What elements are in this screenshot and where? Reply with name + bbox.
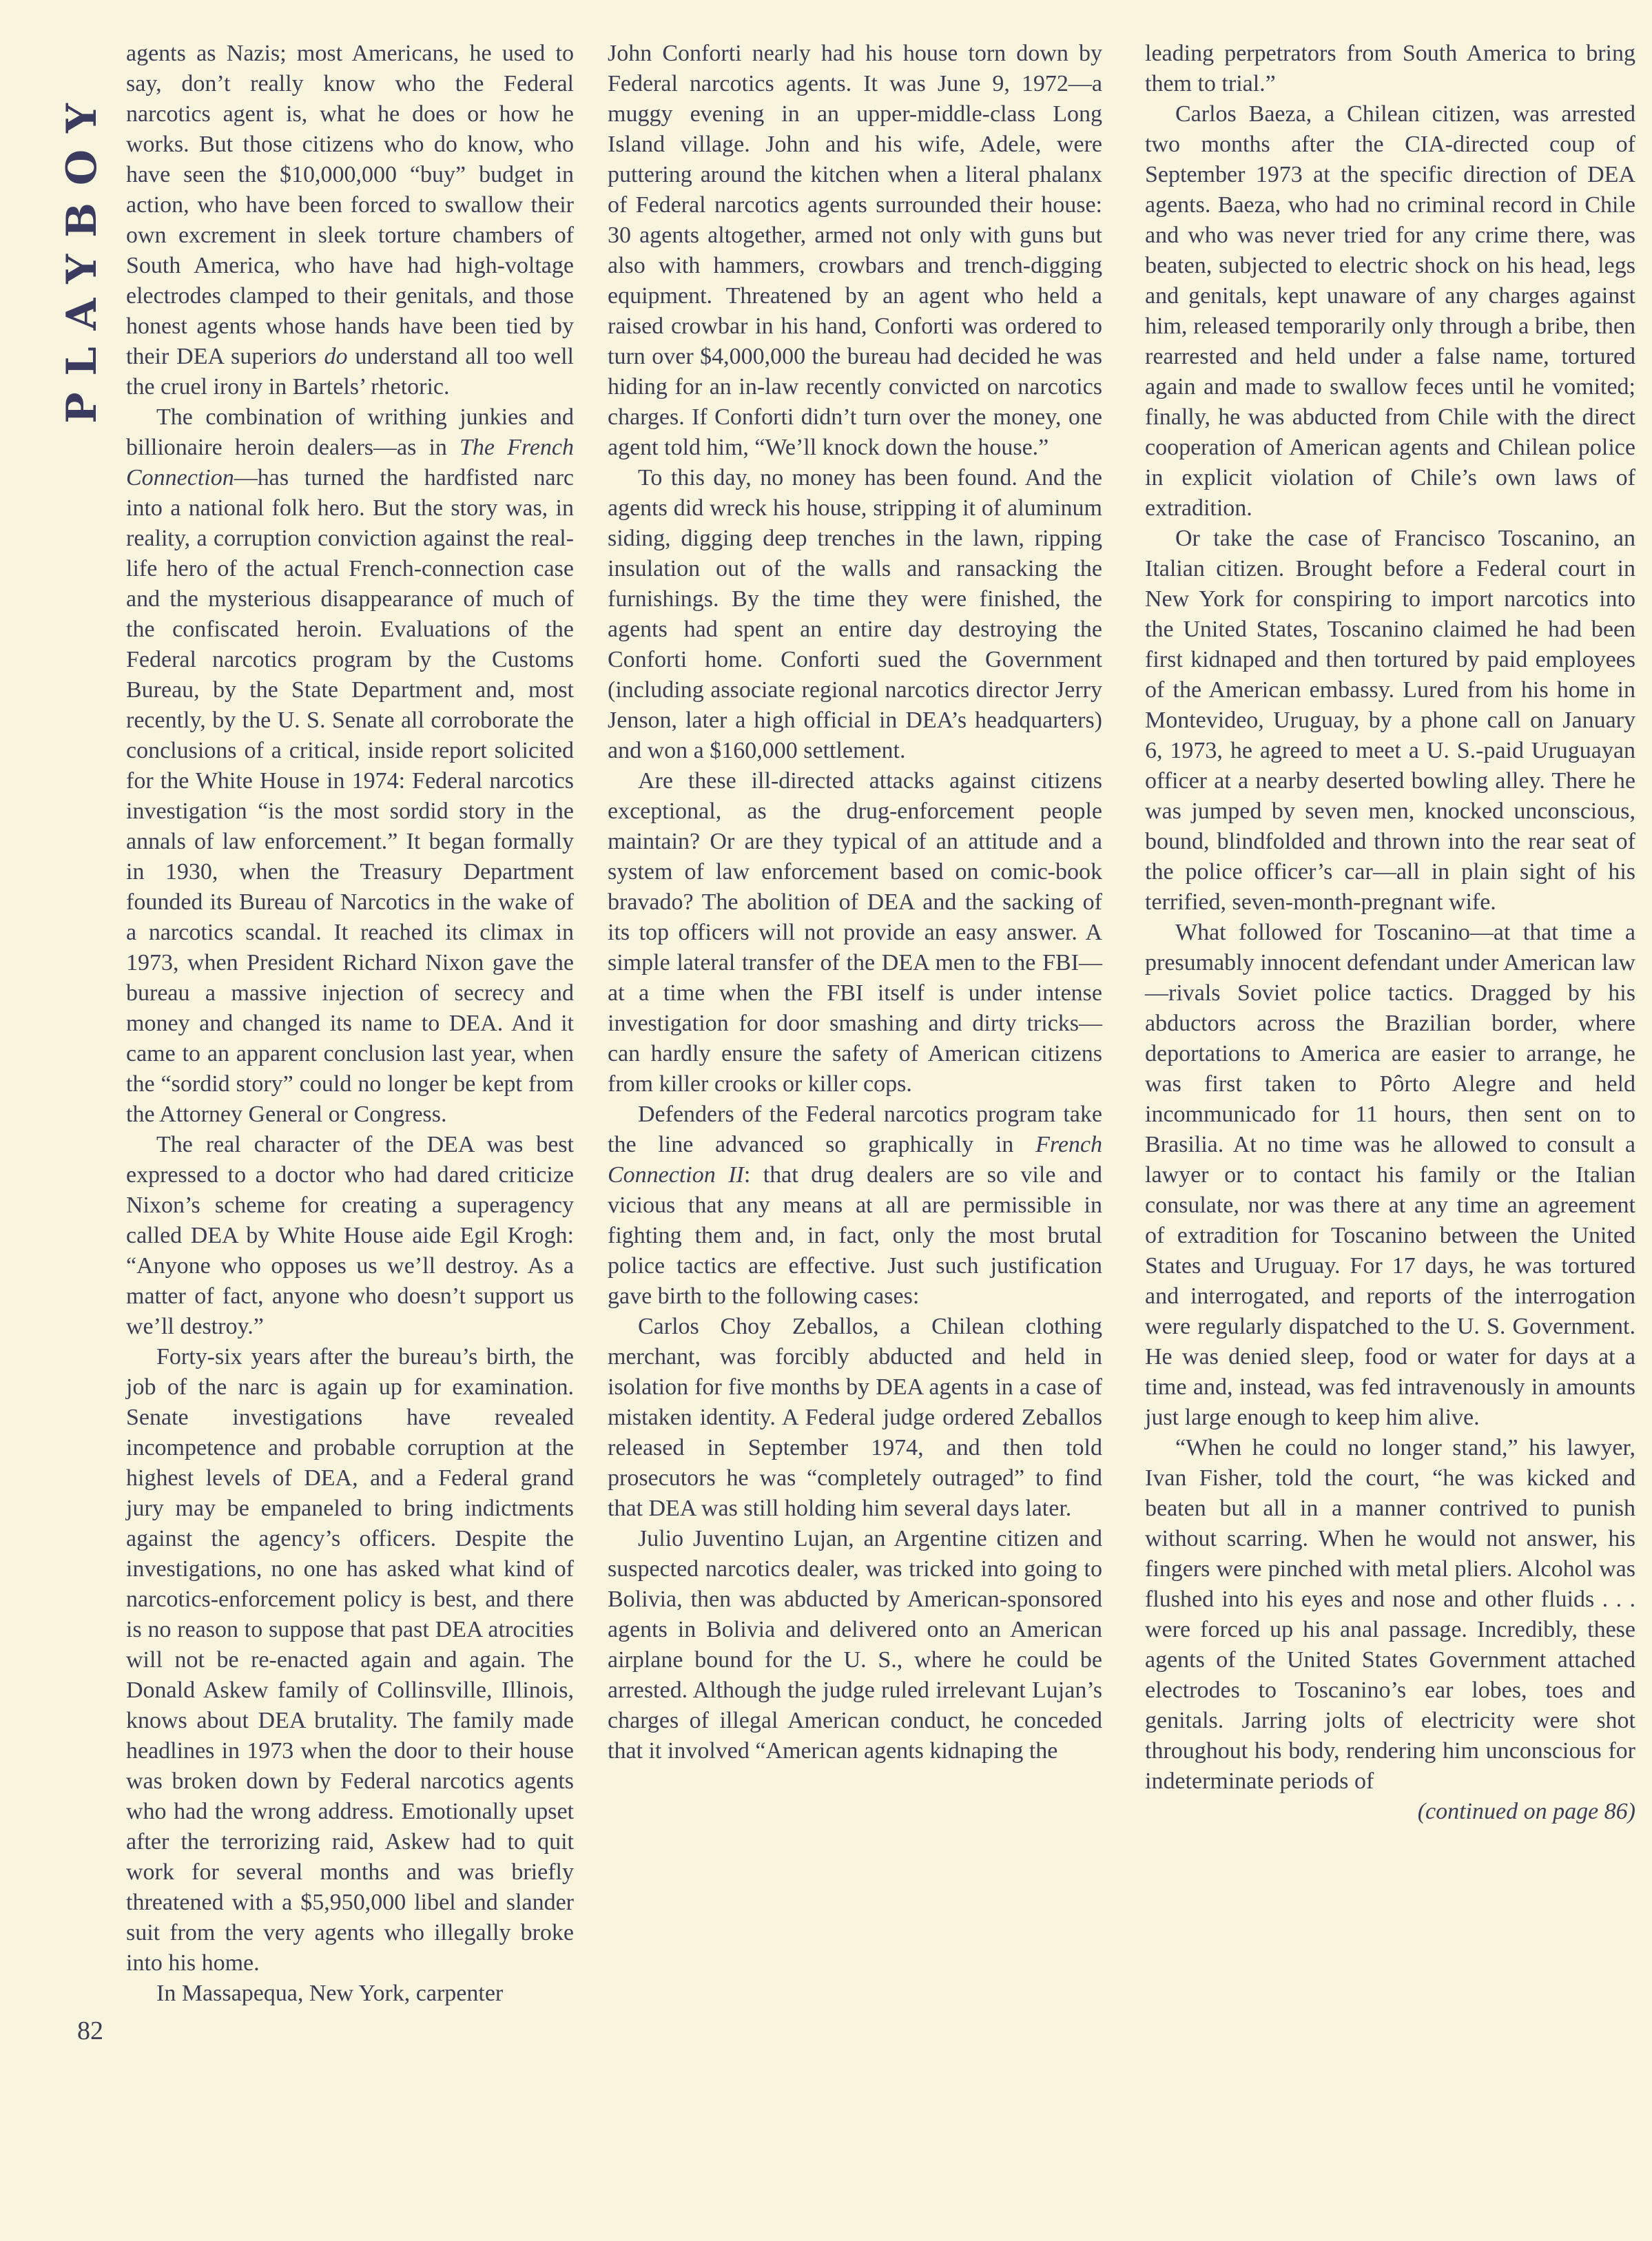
- paragraph: [126, 402, 574, 1130]
- paragraph: [126, 39, 574, 402]
- italic-text-run: do: [324, 344, 348, 369]
- text-run: What followed for Toscanino—at that time a presumably innocent defendant under American law—rivals Soviet police tactics. Dragged by his abductors across the Brazilian border, where deportations to America are easier to arrange, he was first taken to Pôrto Alegre and held incommunicado for 11 hours, then sent on to Brasilia. At no time was he allowed to consult a lawyer or to contact his family or the Italian consulate, nor was there at any time an agreement of extradition for Toscanino between the United States and Uruguay. For 17 days, he was tortured and interrogated, and reports of the interrogation were regularly dispatched to the U. S. Government. He was denied sleep, food or water for days at a time and, instead, was fed intravenously in amounts just large enough to keep him alive.: [1145, 920, 1635, 1430]
- text-run: Defenders of the Federal narcotics program take the line advanced so graphically in: [608, 1102, 1102, 1157]
- article-body: [126, 39, 1635, 2009]
- paragraph: [1145, 39, 1635, 99]
- text-column-3: [1145, 39, 1635, 2009]
- text-run: The combination of writhing junkies and billionaire heroin dealers—as in: [126, 404, 574, 460]
- paragraph: [126, 1342, 574, 1979]
- text-run: understand all too well the cruel irony in Bartels’ rhetoric.: [126, 344, 574, 400]
- paragraph: [126, 1130, 574, 1342]
- text-run: —has turned the hardfisted narc into a national folk hero. But the story was, in reality, a corruption conviction against the real-life hero of the actual French-connection case and the mysterious disappearance of much of the confiscated heroin. Evaluations of the Federal narcotics program by the Customs Bureau, by the State Department and, most recently, by the U. S. Senate all corroborate the conclusions of a critical, inside report solicited for the White House in 1974: Federal narcotics investigation “is the most sordid story in the annals of law enforcement.” It began formally in 1930, when the Treasury Department founded its Bureau of Narcotics in the wake of a narcotics scandal. It reached its climax in 1973, when President Richard Nixon gave the bureau a massive injection of secrecy and money and changed its name to DEA. And it came to an apparent conclusion last year, when the “sordid story” could no longer be kept from the Attorney General or Congress.: [126, 465, 574, 1127]
- text-run: Or take the case of Francisco Toscanino, an Italian citizen. Brought before a Federal court in New York for conspiring to import narcotics into the United States, Toscanino claimed he had been first kidnaped and then tortured by paid employees of the American embassy. Lured from his home in Montevideo, Uruguay, by a phone call on January 6, 1973, he agreed to meet a U. S.-paid Uruguayan officer at a nearby deserted bowling alley. There he was jumped by seven men, knocked unconscious, bound, blindfolded and thrown into the rear seat of the police officer’s car—all in plain sight of his terrified, seven-month-pregnant wife.: [1145, 526, 1635, 915]
- text-run: In Massapequa, New York, carpenter: [156, 1981, 504, 2006]
- paragraph: [1145, 99, 1635, 524]
- paragraph: [608, 1524, 1102, 1766]
- text-run: “When he could no longer stand,” his lawyer, Ivan Fisher, told the court, “he was kicked and beaten but all in a manner contrived to punish without scarring. When he would not answer, his fingers were pinched with metal pliers. Alcohol was flushed into his eyes and nose and other fluids . . . were forced up his anal passage. Incredibly, these agents of the United States Government attached electrodes to Toscanino’s ear lobes, toes and genitals. Jarring jolts of electricity were shot throughout his body, rendering him unconscious for indeterminate periods of: [1145, 1435, 1635, 1794]
- paragraph: [608, 463, 1102, 766]
- text-run: John Conforti nearly had his house torn down by Federal narcotics agents. It was June 9, 1972—a muggy evening in an upper-middle-class Long Island village. John and his wife, Adele, were puttering around the kitchen when a literal phalanx of Federal narcotics agents surrounded their house: 30 agents altogether, armed not only with guns but also with hammers, crowbars and trench-digging equipment. Threatened by an agent who held a raised crowbar in his hand, Conforti was ordered to turn over $4,000,000 the bureau had decided he was hiding for an in-law recently convicted on narcotics charges. If Conforti didn’t turn over the money, one agent told him, “We’ll knock down the house.”: [608, 41, 1102, 460]
- magazine-spine-title: PLAYBOY: [58, 87, 106, 424]
- paragraph: [126, 1979, 574, 2009]
- text-run: : that drug dealers are so vile and vicious that any means at all are permissible in fighting them and, in fact, only the most brutal police tactics are effective. Just such justification gave birth to the following cases:: [608, 1162, 1102, 1309]
- paragraph: [608, 1099, 1102, 1312]
- paragraph: [608, 39, 1102, 463]
- text-run: Carlos Choy Zeballos, a Chilean clothing merchant, was forcibly abducted and held in isolation for five months by DEA agents in a case of mistaken identity. A Federal judge ordered Zeballos released in September 1974, and then told prosecutors he was “completely outraged” to find that DEA was still holding him several days later.: [608, 1314, 1102, 1521]
- column-paragraphs: [1145, 39, 1635, 1797]
- text-run: agents as Nazis; most Americans, he used to say, don’t really know who the Federal narcotics agent is, what he does or how he works. But those citizens who do know, who have seen the $10,000,000 “buy” budget in action, who have been forced to swallow their own excrement in sleek torture chambers of South America, who have had high-voltage electrodes clamped to their genitals, and those honest agents whose hands have been tied by their DEA superiors: [126, 41, 574, 369]
- text-column-1: [126, 39, 574, 2009]
- italic-text-run: The French Connection: [126, 435, 575, 490]
- text-run: Carlos Baeza, a Chilean citizen, was arrested two months after the CIA-directed coup of September 1973 at the specific direction of DEA agents. Baeza, who had no criminal record in Chile and who was never tried for any crime there, was beaten, subjected to electric shock on his head, legs and genitals, kept unaware of any charges against him, released temporarily only through a bribe, then rearrested and held under a false name, tortured again and made to swallow feces until he vomited; finally, he was abducted from Chile with the direct cooperation of American agents and Chilean police in explicit violation of Chile’s own laws of extradition.: [1145, 101, 1635, 521]
- paragraph: [1145, 524, 1635, 918]
- continued-note: (continued on page 86): [1417, 1799, 1635, 1824]
- italic-text-run: French Connection II: [608, 1132, 1102, 1188]
- text-run: Julio Juventino Lujan, an Argentine citizen and suspected narcotics dealer, was tricked into going to Bolivia, then was abducted by American-sponsored agents in Bolivia and delivered onto an American airplane bound for the U. S., where he could be arrested. Although the judge ruled irrelevant Lujan’s charges of illegal American conduct, he conceded that it involved “American agents kidnaping the: [608, 1526, 1102, 1764]
- text-column-2: [608, 39, 1102, 2009]
- column-paragraphs: [126, 39, 574, 2009]
- paragraph: [1145, 918, 1635, 1433]
- page-number: 82: [77, 2016, 103, 2045]
- text-run: Are these ill-directed attacks against citizens exceptional, as the drug-enforcement people maintain? Or are they typical of an attitude and a system of law enforcement based on comic-book bravado? The abolition of DEA and the sacking of its top officers will not provide an easy answer. A simple lateral transfer of the DEA men to the FBI—at a time when the FBI itself is under intense investigation for door smashing and dirty tricks—can hardly ensure the safety of American citizens from killer crooks or killer cops.: [608, 768, 1102, 1097]
- text-run: The real character of the DEA was best expressed to a doctor who had dared criticize Nixon’s scheme for creating a superagency called DEA by White House aide Egil Krogh: “Anyone who opposes us we’ll destroy. As a matter of fact, anyone who doesn’t support us we’ll destroy.”: [126, 1132, 574, 1339]
- paragraph: [1145, 1433, 1635, 1797]
- text-run: To this day, no money has been found. And the agents did wreck his house, stripping it of aluminum siding, digging deep trenches in the lawn, ripping insulation out of the walls and ransacking the furnishings. By the time they were finished, the agents had spent an entire day destroying the Conforti home. Conforti sued the Government (including associate regional narcotics director Jerry Jenson, later a high official in DEA’s headquarters) and won a $160,000 settlement.: [608, 465, 1102, 763]
- paragraph: [608, 1312, 1102, 1524]
- text-run: leading perpetrators from South America to bring them to trial.”: [1145, 41, 1635, 96]
- text-run: Forty-six years after the bureau’s birth, the job of the narc is again up for examination. Senate investigations have revealed incompetence and probable corruption at the highest levels of DEA, and a Federal grand jury may be empaneled to bring indictments against the agency’s officers. Despite the investigations, no one has asked what kind of narcotics-enforcement policy is best, and there is no reason to suppose that past DEA atrocities will not be re-enacted again and again. The Donald Askew family of Collinsville, Illinois, knows about DEA brutality. The family made headlines in 1973 when the door to their house was broken down by Federal narcotics agents who had the wrong address. Emotionally upset after the terrorizing raid, Askew had to quit work for several months and was briefly threatened with a $5,950,000 libel and slander suit from the very agents who illegally broke into his home.: [126, 1344, 574, 1976]
- column-paragraphs: [608, 39, 1102, 1766]
- paragraph: [608, 766, 1102, 1099]
